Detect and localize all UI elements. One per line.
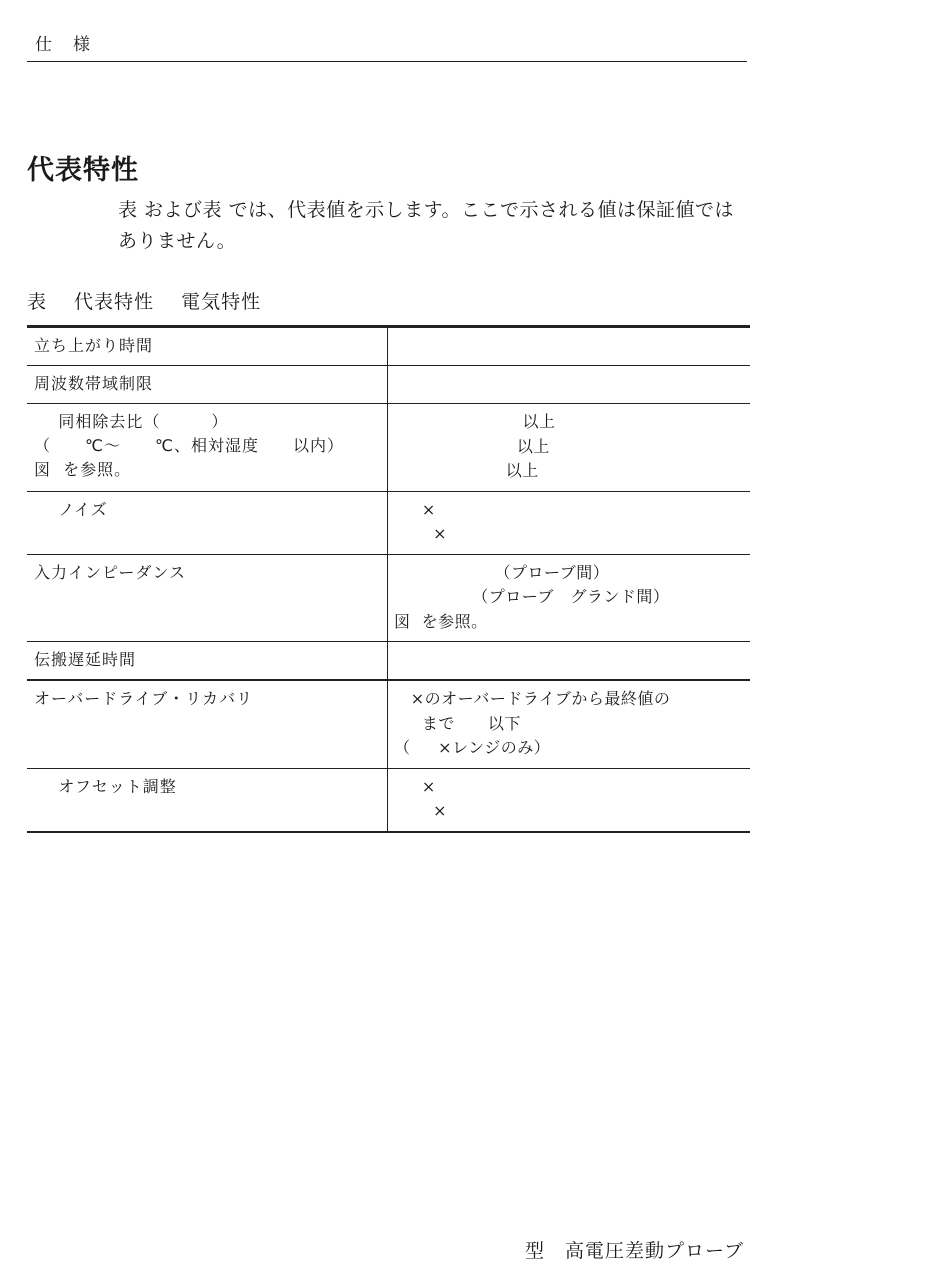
running-head xyxy=(27,30,747,62)
row-value-cell xyxy=(388,769,750,831)
row-value-cell xyxy=(388,366,750,403)
row-value: （プローブ グランド間） xyxy=(394,587,670,606)
row-label: 周波数帯域制限 xyxy=(34,374,154,393)
page-footer: 型 高電圧差動プローブ xyxy=(524,1240,744,1262)
spec-table xyxy=(27,325,750,833)
row-label: オフセット調整 xyxy=(34,776,177,796)
table-row xyxy=(27,366,750,404)
table-caption: 表 代表特性 電気特性 xyxy=(27,291,262,313)
row-value-cell xyxy=(388,404,750,491)
table-row xyxy=(27,404,750,492)
row-label-cell xyxy=(27,555,388,642)
row-label: （ ℃～ ℃、相対湿度 以内） xyxy=(34,436,344,455)
table-row xyxy=(27,555,750,643)
row-value: 以上 xyxy=(394,412,556,431)
row-label: 図 を参照。 xyxy=(34,460,132,479)
row-value-cell xyxy=(388,492,750,554)
row-label: ノイズ xyxy=(34,499,108,519)
row-value: （ ×レンジのみ） xyxy=(394,738,551,757)
row-label-cell xyxy=(27,328,388,365)
row-value-cell xyxy=(388,681,750,768)
row-label-cell xyxy=(27,769,388,831)
row-value: ×のオーバードライブから最終値の xyxy=(394,689,671,708)
row-label-cell xyxy=(27,404,388,491)
intro-paragraph: 表 および表 では、代表値を示します。ここで示される値は保証値ではありません。 xyxy=(118,199,735,252)
row-value-cell xyxy=(388,642,750,679)
row-label: 立ち上がり時間 xyxy=(34,336,154,355)
row-label: 同相除去比（ ） xyxy=(34,412,229,431)
table-row xyxy=(27,681,750,769)
row-label-cell xyxy=(27,492,388,554)
row-label-cell xyxy=(27,642,388,679)
row-label: 伝搬遅延時間 xyxy=(34,650,137,669)
row-value xyxy=(394,334,750,358)
row-label: 入力インピーダンス xyxy=(34,562,187,582)
row-value: × xyxy=(394,499,436,519)
row-label-cell xyxy=(27,681,388,768)
row-value: × xyxy=(394,801,448,820)
row-value: 以上 xyxy=(394,436,550,456)
row-value: 以上 xyxy=(394,461,539,480)
row-value: × xyxy=(394,776,436,796)
row-value: 図 を参照。 xyxy=(394,611,488,631)
row-value xyxy=(394,648,750,672)
row-value: （プローブ間） xyxy=(394,562,610,582)
row-value: × xyxy=(394,524,448,543)
row-value: まで 以下 xyxy=(394,713,521,733)
row-value xyxy=(394,372,750,396)
section-title: 代表特性 xyxy=(27,155,139,186)
running-head-text: 仕 様 xyxy=(35,35,92,55)
table-row xyxy=(27,642,750,681)
row-value-cell xyxy=(388,555,750,642)
row-label: オーバードライブ・リカバリ xyxy=(34,689,254,708)
row-label-cell xyxy=(27,366,388,403)
table-row xyxy=(27,769,750,831)
table-row xyxy=(27,492,750,555)
row-value-cell xyxy=(388,328,750,365)
table-row xyxy=(27,328,750,366)
